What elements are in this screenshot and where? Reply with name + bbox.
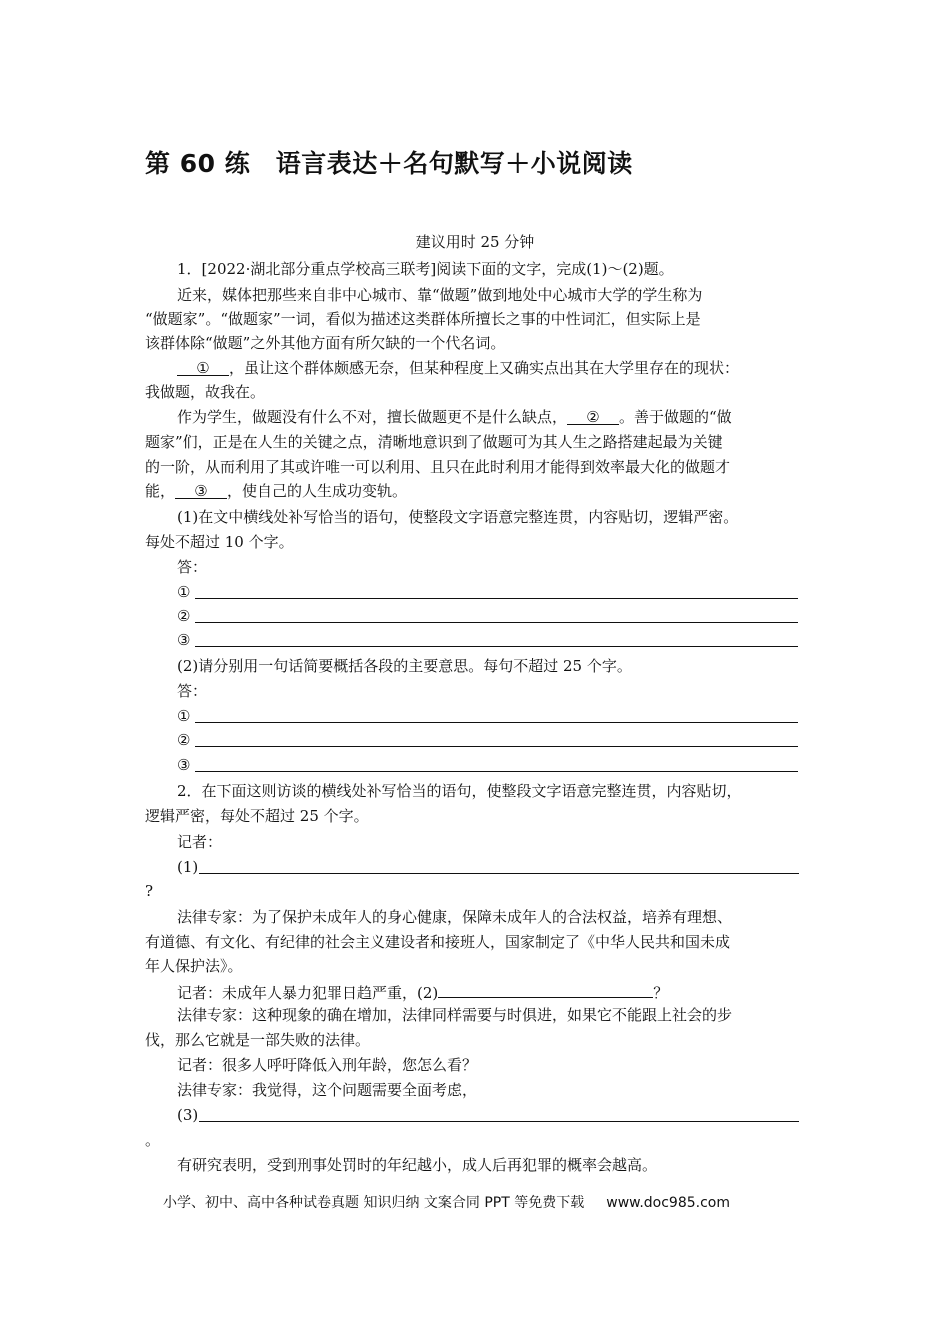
- q1-para3-line1-post: 。善于做题的“做: [619, 408, 732, 426]
- page-title: 第 60 练 语言表达＋名句默写＋小说阅读: [145, 149, 633, 178]
- q2-expert-3: 法律专家：我觉得，这个问题需要全面考虑，: [177, 1081, 478, 1099]
- q1-para1-line3: 该群体除“做题”之外其他方面有所欠缺的一个代名词。: [145, 334, 506, 352]
- answer-mark: ③: [177, 631, 191, 649]
- q1-header: 1．[2022·湖北部分重点学校高三联考]阅读下面的文字，完成(1)～(2)题。: [177, 260, 674, 278]
- q1-sub1-line2: 每处不超过 10 个字。: [145, 533, 294, 551]
- answer-line-q2-1[interactable]: [177, 857, 198, 877]
- answer-line-2-2[interactable]: [177, 730, 190, 750]
- answer-mark: (3): [177, 1106, 199, 1124]
- footer-text: 小学、初中、高中各种试卷真题 知识归纳 文案合同 PPT 等免费下载: [163, 1195, 585, 1211]
- footer-url-link[interactable]: www.doc985.com: [606, 1195, 730, 1211]
- answer-line-2-1[interactable]: [177, 706, 190, 726]
- q1-para2-line2: 我做题，故我在。: [145, 383, 266, 401]
- answer-mark: ①: [177, 707, 191, 725]
- q2-reporter-2-text: 记者：未成年人暴力犯罪日趋严重，(2): [177, 984, 439, 1002]
- page-footer: [163, 1192, 730, 1212]
- q2-expert-2-line2: 伐，那么它就是一部失败的法律。: [145, 1031, 371, 1049]
- q2-expert-1-line1: 法律专家：为了保护未成年人的身心健康，保障未成年人的合法权益，培养有理想、: [177, 908, 733, 926]
- q2-reporter-2: [177, 981, 668, 1003]
- answer-line-1-1[interactable]: [177, 582, 190, 602]
- blank-2[interactable]: ②: [567, 407, 619, 425]
- blank-3[interactable]: ③: [175, 481, 227, 499]
- q1-para3-line1-pre: 作为学生，做题没有什么不对，擅长做题更不是什么缺点，: [177, 408, 568, 426]
- answer-mark: ①: [177, 583, 191, 601]
- q1-para3-line2: 题家”们，正是在人生的关键之点，清晰地意识到了做题可为其人生之路搭建起最为关键: [145, 433, 723, 451]
- q2-expert-2-line1: 法律专家：这种现象的确在增加，法律同样需要与时俱进，如果它不能跟上社会的步: [177, 1006, 733, 1024]
- q2-reporter-2-end: ？: [653, 984, 669, 1002]
- answer-line-1-2[interactable]: [177, 606, 190, 626]
- q2-question-mark: ?: [145, 882, 154, 900]
- q2-last-line: 有研究表明，受到刑事处罚时的年纪越小，成人后再犯罪的概率会越高。: [177, 1156, 658, 1174]
- answer-mark: (1): [177, 858, 199, 876]
- suggested-time: 建议用时 25 分钟: [415, 233, 535, 251]
- q1-sub1-answer-label: 答：: [177, 558, 208, 576]
- q2-header-line1: 2．在下面这则访谈的横线处补写恰当的语句，使整段文字语意完整连贯，内容贴切，: [177, 782, 742, 800]
- q1-para3-line4-post: ，使自己的人生成功变轨。: [227, 482, 408, 500]
- answer-mark: ②: [177, 731, 191, 749]
- answer-line-1-3[interactable]: [177, 630, 190, 650]
- q1-para3-line4-pre: 能，: [145, 482, 176, 500]
- blank-1[interactable]: ①: [177, 358, 229, 376]
- q1-sub2-answer-label: 答：: [177, 682, 208, 700]
- q1-para3-line4: [145, 481, 407, 501]
- q2-reporter-3: 记者：很多人呼吁降低入刑年龄，您怎么看？: [177, 1056, 478, 1074]
- answer-line-2-3[interactable]: [177, 755, 190, 775]
- q1-sub2: (2)请分别用一句话简要概括各段的主要意思。每句不超过 25 个字。: [177, 657, 632, 675]
- q1-para2-line1-text: ，虽让这个群体颇感无奈，但某种程度上又确实点出其在大学里存在的现状：: [229, 359, 740, 377]
- q1-sub1-line1: (1)在文中横线处补写恰当的语句，使整段文字语意完整连贯，内容贴切，逻辑严密。: [177, 508, 739, 526]
- q2-expert-1-line3: 年人保护法》。: [145, 957, 243, 975]
- answer-mark: ③: [177, 756, 191, 774]
- q2-expert-1-line2: 有道德、有文化、有纪律的社会主义建设者和接班人，国家制定了《中华人民共和国未成: [145, 933, 731, 951]
- answer-line-q2-3[interactable]: [177, 1105, 198, 1125]
- answer-blank-q2-2[interactable]: [438, 981, 653, 998]
- q1-para3-line1: [177, 407, 732, 427]
- q2-reporter-1: 记者：: [177, 833, 223, 851]
- q1-para1-line1: 近来，媒体把那些来自非中心城市、靠“做题”做到地处中心城市大学的学生称为: [177, 286, 703, 304]
- q1-para3-line3: 的一阶，从而利用了其或许唯一可以利用、且只在此时利用才能得到效率最大化的做题才: [145, 458, 731, 476]
- q2-period: 。: [145, 1131, 161, 1149]
- q1-para1-line2: “做题家”。“做题家”一词，看似为描述这类群体所擅长之事的中性词汇，但实际上是: [145, 310, 701, 328]
- q2-header-line2: 逻辑严密，每处不超过 25 个字。: [145, 807, 369, 825]
- q1-para2-line1: [177, 358, 739, 378]
- answer-mark: ②: [177, 607, 191, 625]
